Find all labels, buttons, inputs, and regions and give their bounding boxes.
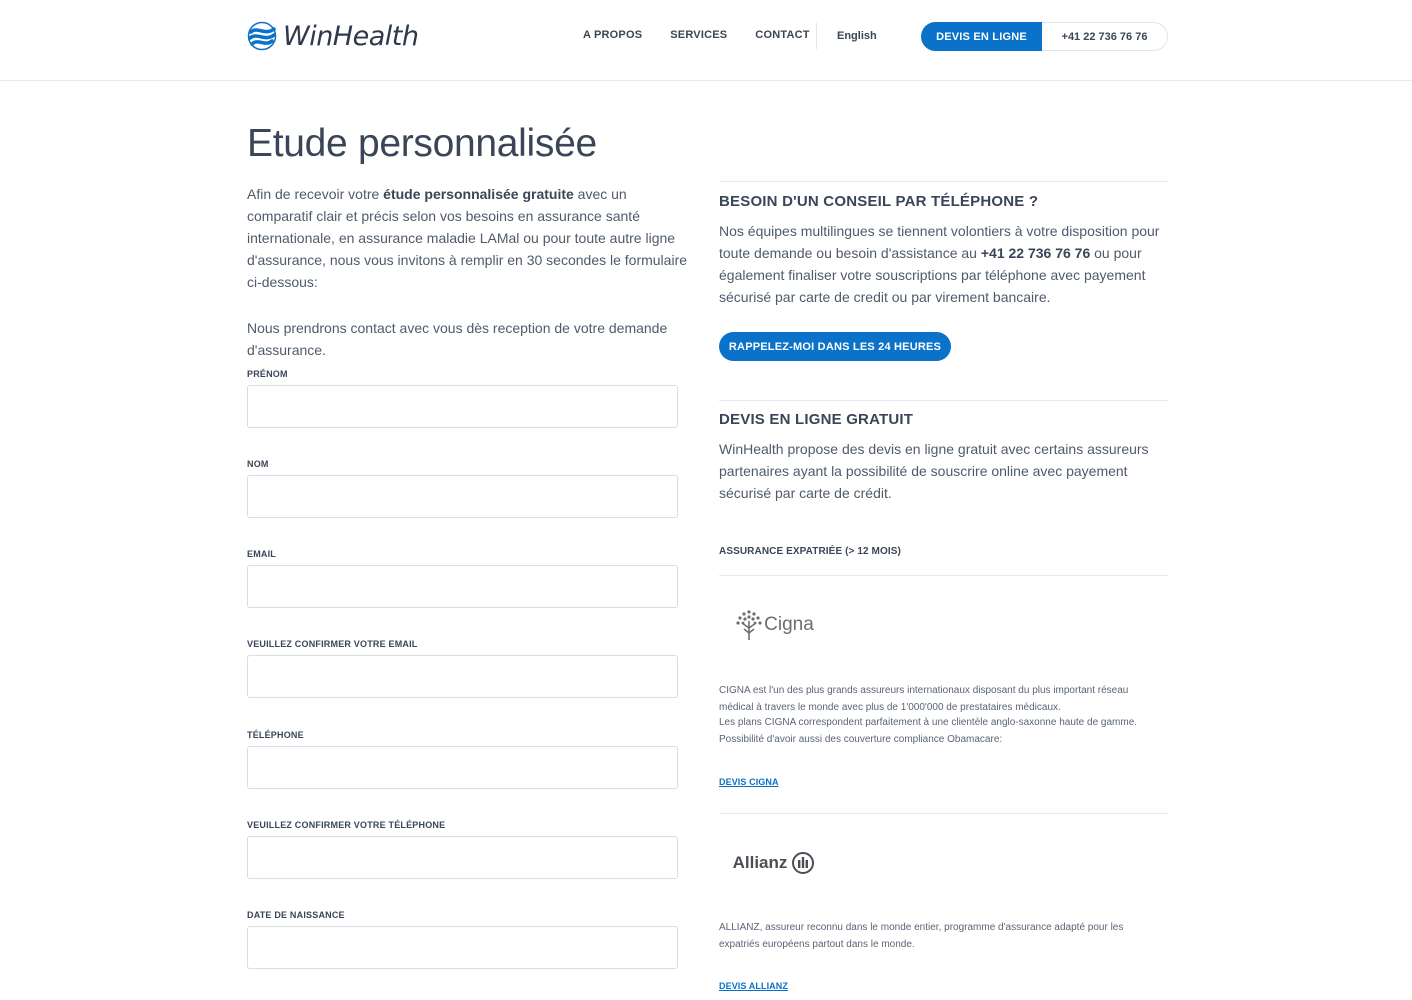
birthdate-label: DATE DE NAISSANCE bbox=[247, 910, 345, 920]
site-header bbox=[0, 0, 1412, 81]
allianz-description: ALLIANZ, assureur reconnu dans le monde entier, programme d'assurance adapté pour les expatriés européens partout dans le monde. bbox=[719, 922, 1124, 950]
cigna-logo bbox=[719, 585, 829, 665]
telephone-input[interactable] bbox=[247, 746, 678, 789]
email-label: EMAIL bbox=[247, 549, 276, 559]
intro-text-2: avec un comparatif clair et précis selon vos besoins en assurance santé internationale, en assurance maladie LAMal ou pour toute autre ligne d'assurance, nous vous invitons à remplir en 30 secondes le formulaire ci-dessous: bbox=[247, 186, 688, 290]
confirm-email-label: VEUILLEZ CONFIRMER VOTRE EMAIL bbox=[247, 639, 418, 649]
confirm-email-input[interactable] bbox=[247, 655, 678, 698]
main-nav bbox=[583, 29, 838, 41]
birthdate-input[interactable] bbox=[247, 926, 678, 969]
cigna-tree-icon bbox=[734, 608, 764, 642]
winhealth-wave-icon bbox=[247, 21, 277, 51]
confirm-telephone-label: VEUILLEZ CONFIRMER VOTRE TÉLÉPHONE bbox=[247, 820, 446, 830]
quote-section-text: WinHealth propose des devis en ligne gratuit avec certains assureurs partenaires ayant la possibilité de souscrire online avec payement sécurisé par carte de crédit. bbox=[719, 441, 1149, 501]
devis-cigna-link[interactable]: DEVIS CIGNA bbox=[719, 777, 779, 787]
devis-en-ligne-button[interactable]: DEVIS EN LIGNE bbox=[921, 22, 1042, 51]
prenom-label: PRÉNOM bbox=[247, 369, 288, 379]
cigna-description: CIGNA est l'un des plus grands assureurs internationaux disposant du plus important réseau médical à travers le monde avec plus de 1'000'000 de prestataires médicaux. bbox=[719, 685, 1129, 713]
telephone-label: TÉLÉPHONE bbox=[247, 730, 304, 740]
intro-text bbox=[247, 183, 689, 361]
header-phone-link[interactable]: +41 22 736 76 76 bbox=[1061, 30, 1148, 43]
nav-a-propos[interactable]: A PROPOS bbox=[583, 29, 643, 41]
prenom-input[interactable] bbox=[247, 385, 678, 428]
page-title: Etude personnalisée bbox=[247, 122, 597, 165]
phone-section-title: BESOIN D'UN CONSEIL PAR TÉLÉPHONE ? bbox=[719, 193, 1039, 210]
callback-button[interactable]: RAPPELEZ-MOI DANS LES 24 HEURES bbox=[719, 332, 951, 361]
phone-text-1: Nos équipes multilingues se tiennent volontiers à votre disposition pour toute demande ou besoin d'assistance au bbox=[719, 223, 1160, 261]
devis-allianz-link[interactable]: DEVIS ALLIANZ bbox=[719, 981, 788, 991]
nom-label: NOM bbox=[247, 459, 269, 469]
header-cta-group bbox=[921, 22, 1168, 51]
divider bbox=[719, 575, 1168, 576]
cigna-name: Cigna bbox=[764, 614, 814, 635]
allianz-logo bbox=[719, 823, 829, 903]
nav-services[interactable]: SERVICES bbox=[670, 29, 728, 41]
language-switch[interactable]: English bbox=[837, 30, 877, 42]
allianz-eagle-icon bbox=[791, 851, 815, 875]
intro-text-1: Afin de recevoir votre bbox=[247, 186, 384, 202]
divider bbox=[719, 400, 1168, 401]
divider bbox=[719, 813, 1168, 814]
nav-contact[interactable]: CONTACT bbox=[755, 29, 810, 41]
intro-bold: étude personnalisée gratuite bbox=[383, 186, 574, 202]
phone-section-text bbox=[719, 220, 1171, 308]
expat-subtitle: ASSURANCE EXPATRIÉE (> 12 MOIS) bbox=[719, 546, 901, 557]
confirm-telephone-input[interactable] bbox=[247, 836, 678, 879]
email-input[interactable] bbox=[247, 565, 678, 608]
intro-paragraph-2: Nous prendrons contact avec vous dès reception de votre demande d'assurance. bbox=[247, 320, 668, 358]
winhealth-logo[interactable] bbox=[247, 19, 418, 53]
cigna-description-2: Les plans CIGNA correspondent parfaitement à une clientèle anglo-saxonne haute de gamme. Possibilité d'avoir aussi des couverture compliance Obamacare: bbox=[719, 717, 1138, 745]
nom-input[interactable] bbox=[247, 475, 678, 518]
logo-text: WinHealth bbox=[283, 20, 419, 52]
phone-text-2: ou pour également finaliser votre souscriptions par téléphone avec payement sécurisé par carte de credit ou par virement bancaire. bbox=[719, 245, 1146, 305]
intro-paragraph-1 bbox=[247, 183, 689, 293]
nav-divider bbox=[816, 23, 817, 49]
phone-number-inline[interactable]: +41 22 736 76 76 bbox=[980, 245, 1091, 261]
allianz-name: Allianz bbox=[732, 853, 788, 872]
quote-section-title: DEVIS EN LIGNE GRATUIT bbox=[719, 411, 914, 428]
divider bbox=[719, 181, 1168, 182]
